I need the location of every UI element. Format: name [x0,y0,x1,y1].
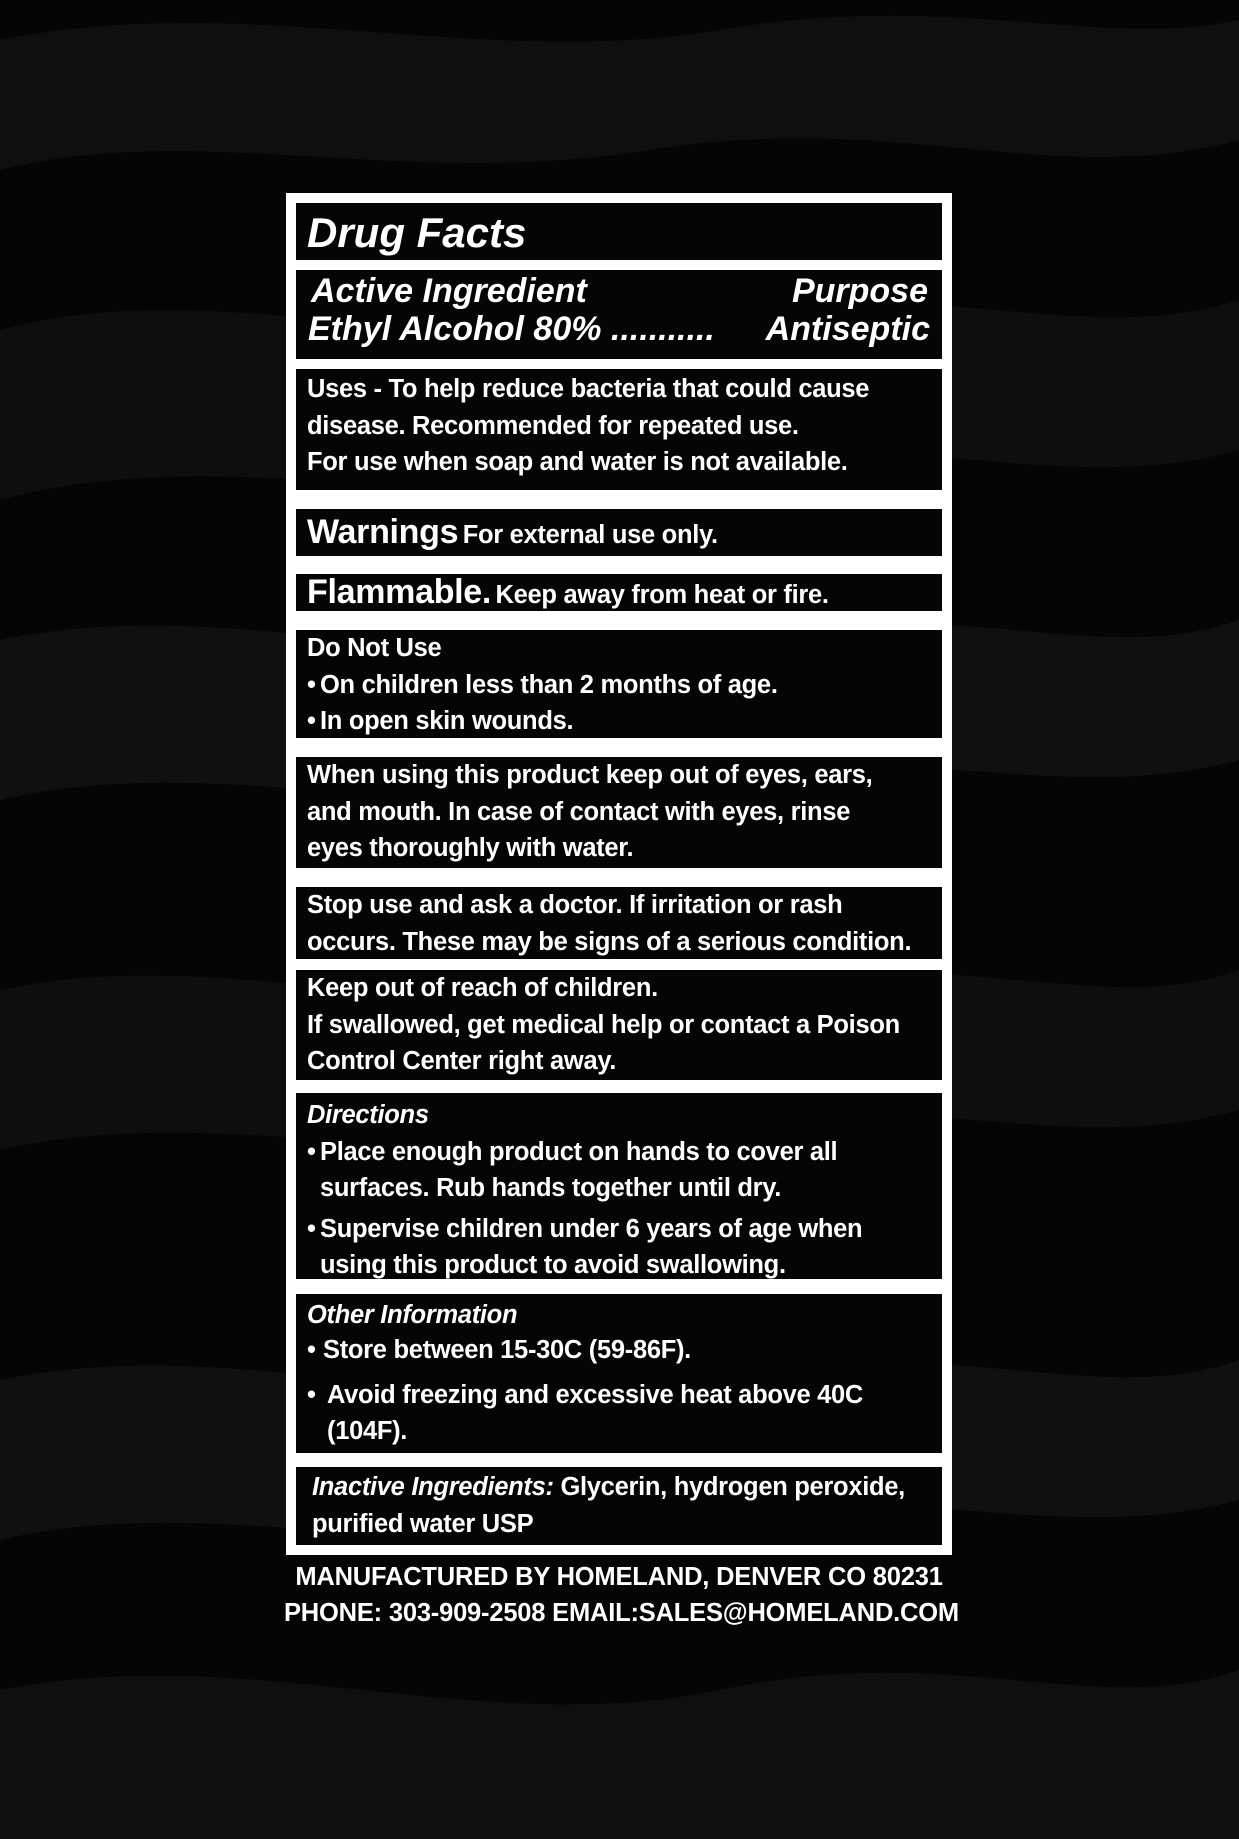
active-heading-row [307,272,932,310]
active-ingredient-box [296,270,942,359]
ingredient-row [307,310,932,348]
flammable-heading: Flammable. [307,573,492,611]
when-using-box [296,757,942,868]
purpose-heading: Purpose [791,272,928,310]
uses-box [296,369,942,490]
list-item: • In open skin wounds. [307,707,574,735]
stop-use-line: Stop use and ask a doctor. If irritation or rash [307,891,843,919]
inactive-line-2: purified water USP [312,1509,534,1538]
uses-line: For use when soap and water is not available. [307,448,848,476]
keep-out-line: Control Center right away. [307,1047,617,1075]
uses-line: Uses - To help reduce bacteria that could cause [307,375,870,403]
keep-out-line: Keep out of reach of children. [307,974,658,1002]
when-using-line: eyes thoroughly with water. [307,834,634,862]
list-item: • On children less than 2 months of age. [307,670,778,699]
list-item: • Place enough product on hands to cover all surfaces. Rub hands together until dry. [307,1137,838,1202]
contact-line: PHONE: 303-909-2508 EMAIL:SALES@HOMELAND.COM [284,1599,959,1627]
directions-heading: Directions [307,1101,429,1129]
flammable-box [296,574,942,611]
title-box [296,203,942,260]
flammable-text: Keep away from heat or fire. [495,581,829,609]
stop-use-line: occurs. These may be signs of a serious condition. [307,927,912,956]
warnings-text: For external use only. [462,521,718,549]
keep-out-box [296,970,942,1080]
drug-facts-title: Drug Facts [307,209,527,256]
inactive-heading: Inactive Ingredients: [312,1473,554,1501]
warnings-box [296,509,942,556]
drug-facts-panel [286,193,952,1555]
list-item: • Store between 15-30C (59-86F). [307,1336,691,1364]
ingredient-name: Ethyl Alcohol 80% ........... [308,310,715,348]
directions-box [296,1093,942,1279]
list-item: • Avoid freezing and excessive heat above 40C (104F). [307,1380,864,1445]
do-not-use-heading: Do Not Use [307,634,442,662]
other-info-box [296,1294,942,1453]
warnings-heading: Warnings [307,513,459,551]
active-ingredient-heading: Active Ingredient [311,272,587,310]
manufacturer-line: MANUFACTURED BY HOMELAND, DENVER CO 80231 [295,1563,943,1591]
inactive-line-1 [312,1469,932,1506]
other-info-heading: Other Information [307,1301,518,1329]
stop-use-box [296,887,942,959]
keep-out-line: If swallowed, get medical help or contact a Poison [307,1010,900,1039]
uses-line: disease. Recommended for repeated use. [307,411,799,440]
ingredient-purpose: Antiseptic [765,310,930,348]
inactive-text: Glycerin, hydrogen peroxide, [560,1473,905,1501]
inactive-box [296,1467,942,1545]
list-item: • Supervise children under 6 years of age when using this product to avoid swallowing. [307,1214,863,1279]
when-using-line: When using this product keep out of eyes, ears, [307,761,873,789]
do-not-use-box [296,630,942,738]
when-using-line: and mouth. In case of contact with eyes, rinse [307,797,851,826]
